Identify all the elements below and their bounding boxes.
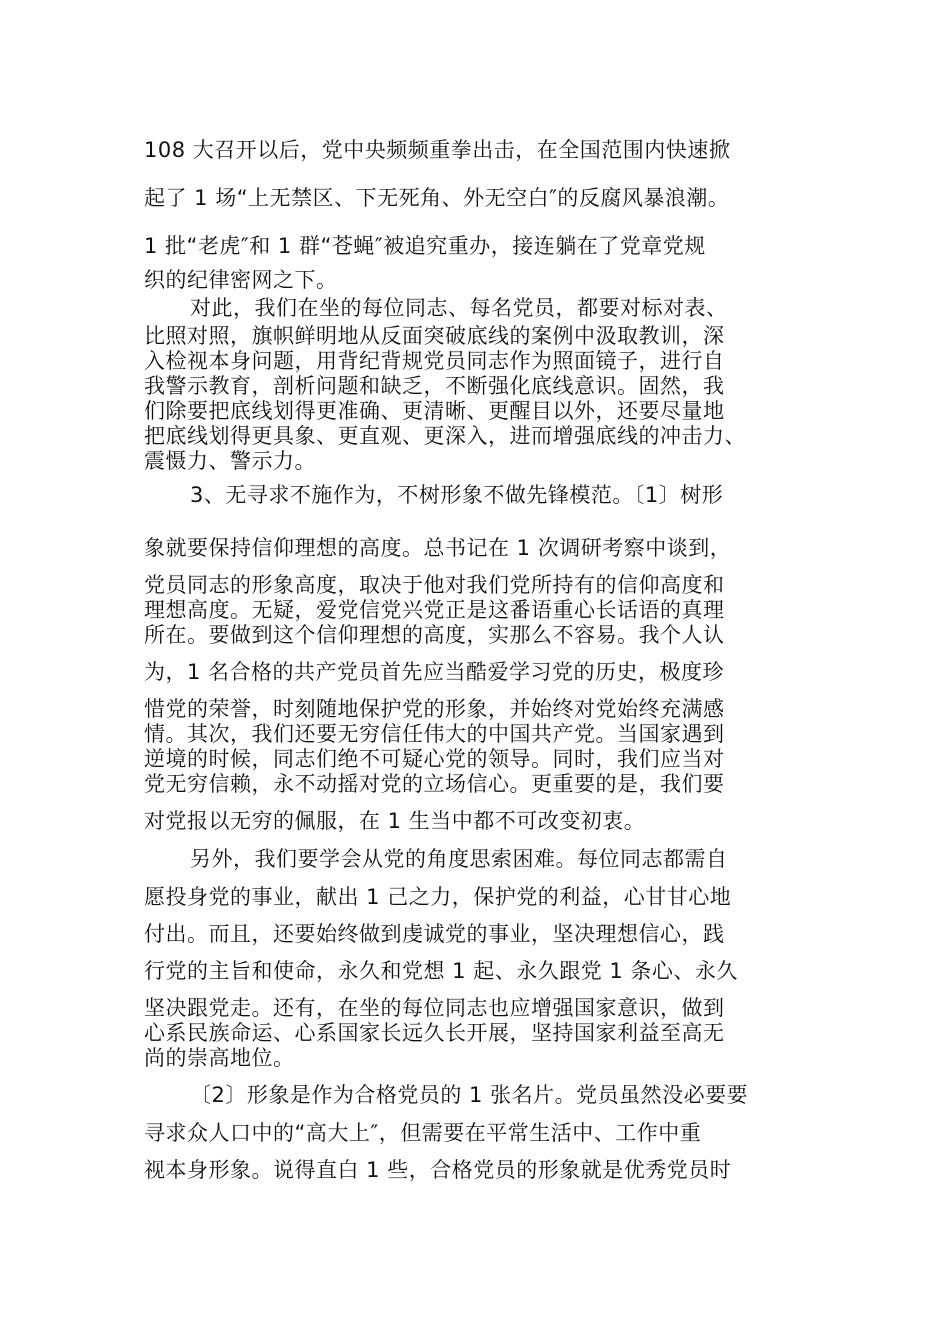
text-line: 尚的崇高地位。 bbox=[144, 1046, 295, 1070]
text-line: 比照对照，旗帜鲜明地从反面突破底线的案例中汲取教训，深 bbox=[144, 324, 725, 348]
text-line: 寻求众人口中的“高大上″，但需要在平常生活中、工作中重 bbox=[144, 1121, 702, 1145]
text-line: 108 大召开以后，党中央频频重拳出击，在全国范围内快速掀 bbox=[144, 138, 731, 162]
text-line: 视本身形象。说得直白 1 些，合格党员的形象就是优秀党员时 bbox=[144, 1158, 732, 1182]
text-line: 织的纪律密网之下。 bbox=[144, 268, 338, 292]
text-line: 情。其次，我们还要无穷信任伟大的中国共产党。当国家遇到 bbox=[144, 722, 725, 746]
paragraph-first-line: 另外，我们要学会从党的角度思索困难。每位同志都需自 bbox=[190, 847, 728, 871]
text-line: 行党的主旨和使命，永久和党想 1 起、永久跟党 1 条心、永久 bbox=[144, 959, 738, 983]
text-line: 党无穷信赖，永不动摇对党的立场信心。更重要的是，我们要 bbox=[144, 772, 725, 796]
text-line: 党员同志的形象高度，取决于他对我们党所持有的信仰高度和 bbox=[144, 573, 725, 597]
paragraph-first-line: 对此，我们在坐的每位同志、每名党员，都要对标对表、 bbox=[190, 296, 728, 320]
text-line: 愿投身党的事业，献出 1 己之力，保护党的利益，心甘甘心地 bbox=[144, 885, 732, 909]
text-line: 为，1 名合格的共产党员首先应当酷爱学习党的历史，极度珍 bbox=[144, 660, 725, 684]
text-line: 惜党的荣誉，时刻随地保护党的形象，并始终对党始终充满感 bbox=[144, 697, 725, 721]
text-line: 理想高度。无疑，爱党信党兴党正是这番语重心长话语的真理 bbox=[144, 598, 725, 622]
text-line: 们除要把底线划得更准确、更清晰、更醒目以外，还要尽量地 bbox=[144, 399, 725, 423]
text-line: 震慑力、警示力。 bbox=[144, 449, 316, 473]
text-line: 入检视本身问题，用背纪背规党员同志作为照面镜子，进行自 bbox=[144, 349, 725, 373]
text-line: 把底线划得更具象、更直观、更深入，进而增强底线的冲击力、 bbox=[144, 424, 746, 448]
text-line: 心系民族命运、心系国家长远久长开展，坚持国家利益至高无 bbox=[144, 1021, 725, 1045]
text-line: 我警示教育，剖析问题和缺乏，不断强化底线意识。固然，我 bbox=[144, 374, 725, 398]
text-line: 所在。要做到这个信仰理想的高度，实那么不容易。我个人认 bbox=[144, 623, 725, 647]
paragraph-first-line: 〔2〕形象是作为合格党员的 1 张名片。党员虽然没必要要 bbox=[190, 1083, 749, 1107]
text-line: 坚决跟党走。还有，在坐的每位同志也应增强国家意识，做到 bbox=[144, 996, 725, 1020]
text-line: 付出。而且，还要始终做到虔诚党的事业，坚决理想信心，践 bbox=[144, 922, 725, 946]
text-line: 对党报以无穷的佩服，在 1 生当中都不可改变初衷。 bbox=[144, 809, 646, 833]
text-line: 起了 1 场“上无禁区、下无死角、外无空白″的反腐风暴浪潮。 bbox=[144, 186, 730, 210]
text-line: 1 批“老虎″和 1 群“苍蝇″被追究重办，接连躺在了党章党规 bbox=[144, 234, 706, 258]
text-line: 逆境的时候，同志们绝不可疑心党的领导。同时，我们应当对 bbox=[144, 747, 725, 771]
paragraph-first-line: 3、无寻求不施作为，不树形象不做先锋模范。〔1〕树形 bbox=[190, 483, 724, 507]
text-line: 象就要保持信仰理想的高度。总书记在 1 次调研考察中谈到， bbox=[144, 536, 732, 560]
